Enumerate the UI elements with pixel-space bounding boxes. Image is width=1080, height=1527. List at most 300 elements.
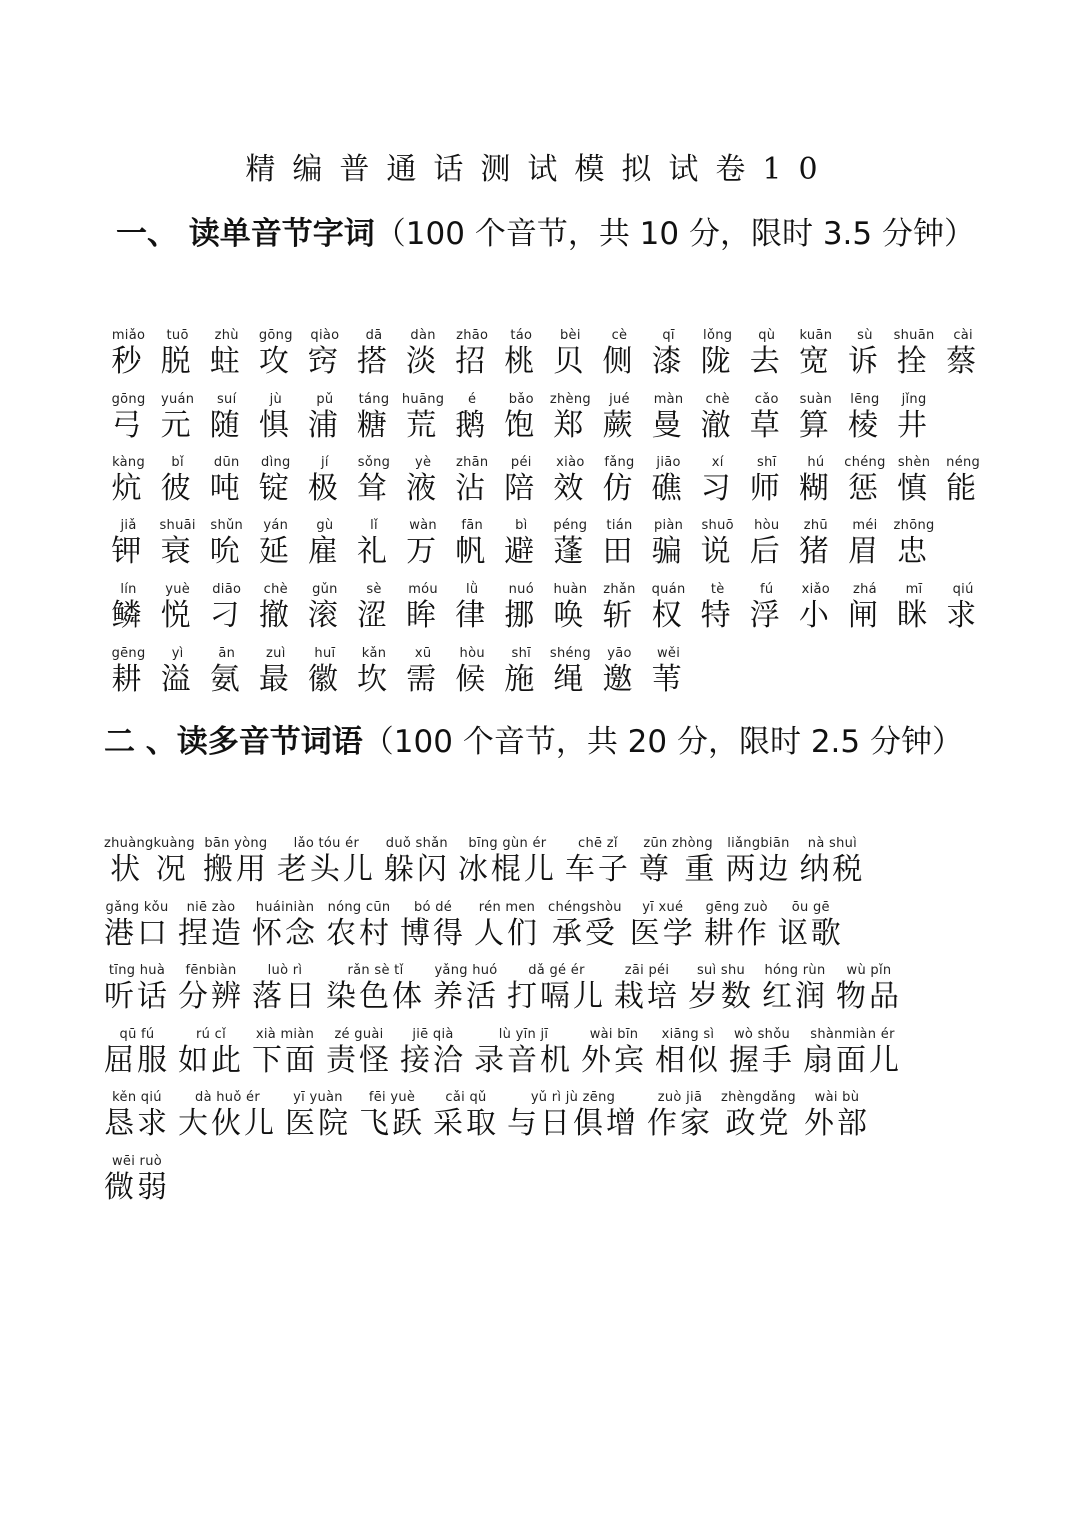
pinyin-label: qiào xyxy=(310,328,340,343)
pinyin-label: sǒng xyxy=(357,455,391,470)
section2-row xyxy=(104,1154,1004,1206)
pinyin-label: gǔn xyxy=(312,582,338,597)
word-item xyxy=(639,836,718,888)
pinyin-label: rǎn sè tǐ xyxy=(347,963,404,978)
syllable-item xyxy=(349,646,398,698)
pinyin-label: jù xyxy=(269,392,283,407)
syllable-item xyxy=(546,518,595,570)
hanzi-text: 沾 xyxy=(455,471,490,506)
hanzi-text: 唤 xyxy=(553,598,588,633)
pinyin-label: cǎo xyxy=(754,392,779,407)
hanzi-text: 元 xyxy=(160,408,195,443)
pinyin-label: wàn xyxy=(409,518,437,533)
syllable-item xyxy=(399,518,448,570)
pinyin-label: nóng cūn xyxy=(327,900,391,915)
pinyin-label: zuì xyxy=(266,646,286,661)
hanzi-text: 绳 xyxy=(553,662,588,697)
word-item xyxy=(252,963,318,1015)
syllable-item xyxy=(644,646,693,698)
hanzi-text: 陪 xyxy=(504,471,539,506)
hanzi-text: 效 xyxy=(553,471,588,506)
hanzi-text: 猪 xyxy=(798,534,833,569)
hanzi-text: 彼 xyxy=(160,471,195,506)
pinyin-label: lǎo tóu ér xyxy=(293,836,360,851)
hanzi-text: 外部 xyxy=(803,1106,870,1141)
syllable-item xyxy=(497,392,546,444)
pinyin-label: tuō xyxy=(166,328,189,343)
pinyin-label: diāo xyxy=(212,582,242,597)
pinyin-label: bèi xyxy=(560,328,581,343)
pinyin-label: luò rì xyxy=(267,963,303,978)
hanzi-text: 耕 xyxy=(111,662,146,697)
syllable-item xyxy=(840,518,889,570)
syllable-item xyxy=(791,455,840,507)
hanzi-text: 弓 xyxy=(111,408,146,443)
hanzi-text: 农村 xyxy=(326,916,392,951)
hanzi-text: 状 况 xyxy=(110,852,189,887)
hanzi-text: 田 xyxy=(602,534,637,569)
hanzi-text: 避 xyxy=(504,534,539,569)
word-item xyxy=(433,1090,499,1142)
syllable-item xyxy=(546,646,595,698)
pinyin-label: chè xyxy=(263,582,288,597)
hanzi-text: 侧 xyxy=(602,344,637,379)
hanzi-text: 邀 xyxy=(602,662,637,697)
pinyin-label: gēng xyxy=(111,646,146,661)
pinyin-label: lǜ xyxy=(465,582,479,597)
page-title: 精编普通话测试模拟试卷10 xyxy=(245,152,835,187)
hanzi-text: 权 xyxy=(651,598,686,633)
pinyin-label: kǎn xyxy=(361,646,387,661)
pinyin-label: suàn xyxy=(799,392,833,407)
pinyin-label: yì xyxy=(171,646,184,661)
pinyin-label: é xyxy=(468,392,477,407)
section2-row xyxy=(104,900,1004,952)
pinyin-label: pǔ xyxy=(316,392,334,407)
syllable-item xyxy=(349,328,398,380)
hanzi-text: 浮 xyxy=(749,598,784,633)
syllable-item xyxy=(939,455,988,507)
pinyin-label: dà huǒ ér xyxy=(195,1090,260,1105)
word-item xyxy=(762,963,828,1015)
hanzi-text: 曼 xyxy=(651,408,686,443)
word-item xyxy=(803,1027,902,1079)
word-item xyxy=(359,1090,425,1142)
pinyin-label: wěi xyxy=(657,646,681,661)
syllable-item xyxy=(153,328,202,380)
pinyin-label: bān yòng xyxy=(204,836,268,851)
hanzi-text: 尊 重 xyxy=(638,852,718,887)
hanzi-text: 后 xyxy=(749,534,784,569)
pinyin-label: sè xyxy=(366,582,382,597)
hanzi-text: 相似 xyxy=(655,1043,721,1078)
syllable-item xyxy=(890,518,939,570)
pinyin-label: dǎ gé ér xyxy=(528,963,585,978)
pinyin-label: suì shu xyxy=(696,963,746,978)
word-item xyxy=(384,836,450,888)
pinyin-label: mī xyxy=(905,582,923,597)
pinyin-label: nà shuì xyxy=(807,836,858,851)
word-item xyxy=(277,836,376,888)
word-item xyxy=(474,900,540,952)
hanzi-text: 仿 xyxy=(602,471,637,506)
pinyin-label: fú xyxy=(760,582,774,597)
hanzi-text: 需 xyxy=(406,662,441,697)
syllable-item xyxy=(890,392,939,444)
hanzi-text: 徽 xyxy=(307,662,342,697)
syllable-item xyxy=(497,455,546,507)
word-item xyxy=(725,836,791,888)
pinyin-label: yè xyxy=(414,455,432,470)
hanzi-text: 礼 xyxy=(357,534,392,569)
syllable-item xyxy=(595,582,644,634)
section2-row xyxy=(104,1027,1004,1079)
hanzi-text: 雇 xyxy=(307,534,342,569)
syllable-item xyxy=(840,582,889,634)
hanzi-text: 忠 xyxy=(897,534,932,569)
syllable-item xyxy=(104,328,153,380)
word-item xyxy=(804,1090,870,1142)
hanzi-text: 惩 xyxy=(847,471,882,506)
hanzi-text: 苇 xyxy=(651,662,686,697)
hanzi-text: 草 xyxy=(749,408,784,443)
syllable-item xyxy=(251,455,300,507)
hanzi-text: 溢 xyxy=(160,662,195,697)
syllable-item xyxy=(202,582,251,634)
hanzi-text: 招 xyxy=(455,344,490,379)
hanzi-text: 耸 xyxy=(357,471,392,506)
syllable-item xyxy=(644,455,693,507)
pinyin-label: shuān xyxy=(893,328,935,343)
section1-row xyxy=(104,582,1004,634)
pinyin-label: móu xyxy=(408,582,438,597)
pinyin-label: gōng xyxy=(258,328,293,343)
hanzi-text: 能 xyxy=(946,471,981,506)
hanzi-text: 滚 xyxy=(307,598,342,633)
pinyin-label: duǒ shǎn xyxy=(385,836,448,851)
pinyin-label: wò shǒu xyxy=(733,1027,791,1042)
pinyin-label: tián xyxy=(606,518,633,533)
word-item xyxy=(655,1027,721,1079)
hanzi-text: 衰 xyxy=(160,534,195,569)
pinyin-label: shuō xyxy=(701,518,734,533)
pinyin-label: zhǎn xyxy=(603,582,636,597)
pinyin-label: péng xyxy=(553,518,588,533)
hanzi-text: 下面 xyxy=(252,1043,318,1078)
syllable-item xyxy=(546,582,595,634)
pinyin-label: péi xyxy=(510,455,532,470)
syllable-item xyxy=(693,328,742,380)
syllable-item xyxy=(693,582,742,634)
pinyin-label: chē zǐ xyxy=(578,836,618,851)
syllable-item xyxy=(939,582,988,634)
syllable-item xyxy=(202,518,251,570)
pinyin-label: fēi yuè xyxy=(368,1090,416,1105)
hanzi-text: 车子 xyxy=(564,852,631,887)
hanzi-text: 红润 xyxy=(762,979,828,1014)
word-item xyxy=(548,900,622,952)
syllable-item xyxy=(595,518,644,570)
hanzi-text: 搬用 xyxy=(202,852,269,887)
pinyin-label: yī yuàn xyxy=(293,1090,343,1105)
section1-row xyxy=(104,518,1004,570)
pinyin-label: kàng xyxy=(112,455,146,470)
word-item xyxy=(104,836,195,888)
syllable-item xyxy=(448,392,497,444)
word-item xyxy=(104,1154,170,1206)
pinyin-label: yǎng huó xyxy=(434,963,498,978)
section2-row xyxy=(104,836,1004,888)
section1-row xyxy=(104,455,1004,507)
pinyin-label: zhù xyxy=(214,328,239,343)
syllable-item xyxy=(448,646,497,698)
pinyin-label: zāi péi xyxy=(624,963,670,978)
word-item xyxy=(400,900,466,952)
hanzi-text: 贝 xyxy=(553,344,588,379)
syllable-item xyxy=(399,328,448,380)
hanzi-text: 说 xyxy=(700,534,735,569)
pinyin-label: ōu gē xyxy=(791,900,830,915)
pinyin-label: bǎo xyxy=(508,392,534,407)
hanzi-text: 人们 xyxy=(474,916,540,951)
pinyin-label: shèn xyxy=(897,455,931,470)
pinyin-label: néng xyxy=(946,455,981,470)
hanzi-text: 物品 xyxy=(836,979,902,1014)
hanzi-text: 耕作 xyxy=(703,916,770,951)
hanzi-text: 飞跃 xyxy=(359,1106,425,1141)
syllable-item xyxy=(742,328,791,380)
syllable-item xyxy=(497,582,546,634)
pinyin-label: zhuàngkuàng xyxy=(104,836,195,851)
hanzi-text: 桃 xyxy=(504,344,539,379)
word-item xyxy=(433,963,499,1015)
pinyin-label: kuān xyxy=(799,328,833,343)
pinyin-label: bīng gùn ér xyxy=(468,836,547,851)
pinyin-label: rú cǐ xyxy=(196,1027,226,1042)
pinyin-label: zé guài xyxy=(334,1027,384,1042)
pinyin-label: xiào xyxy=(556,455,585,470)
pinyin-label: bǐ xyxy=(171,455,184,470)
pinyin-label: cè xyxy=(611,328,628,343)
hanzi-text: 握手 xyxy=(729,1043,795,1078)
syllable-item xyxy=(448,328,497,380)
syllable-item xyxy=(349,582,398,634)
hanzi-text: 吮 xyxy=(209,534,244,569)
hanzi-text: 听话 xyxy=(104,979,170,1014)
syllable-item xyxy=(104,646,153,698)
syllable-item xyxy=(546,455,595,507)
hanzi-text: 微弱 xyxy=(104,1170,170,1205)
pinyin-label: zhá xyxy=(852,582,877,597)
word-item xyxy=(104,963,170,1015)
word-item xyxy=(104,1090,170,1142)
pinyin-label: jí xyxy=(321,455,329,470)
section2-row xyxy=(104,1090,1004,1142)
pinyin-label: qù xyxy=(758,328,776,343)
pinyin-label: shǔn xyxy=(210,518,244,533)
pinyin-label: jǐng xyxy=(901,392,927,407)
pinyin-label: ān xyxy=(218,646,236,661)
pinyin-label: quán xyxy=(651,582,686,597)
hanzi-text: 万 xyxy=(406,534,441,569)
hanzi-text: 炕 xyxy=(111,471,146,506)
syllable-item xyxy=(153,582,202,634)
hanzi-text: 脱 xyxy=(160,344,195,379)
word-item xyxy=(104,1027,170,1079)
word-item xyxy=(474,1027,573,1079)
word-item xyxy=(326,963,425,1015)
syllable-item xyxy=(693,455,742,507)
word-item xyxy=(178,1090,277,1142)
syllable-item xyxy=(742,518,791,570)
hanzi-text: 候 xyxy=(455,662,490,697)
hanzi-text: 蔡 xyxy=(946,344,981,379)
hanzi-text: 特 xyxy=(700,598,735,633)
pinyin-label: chéng xyxy=(844,455,886,470)
pinyin-label: miǎo xyxy=(111,328,146,343)
hanzi-text: 宽 xyxy=(798,344,833,379)
pinyin-label: yuè xyxy=(165,582,191,597)
pinyin-label: piàn xyxy=(653,518,684,533)
pinyin-label: qī xyxy=(662,328,675,343)
hanzi-text: 郑 xyxy=(553,408,588,443)
pinyin-label: gǎng kǒu xyxy=(105,900,169,915)
section-1-heading-note: （100 个音节，共 10 分，限时 3.5 分钟） xyxy=(374,216,975,252)
syllable-item xyxy=(890,455,939,507)
hanzi-text: 医院 xyxy=(285,1106,351,1141)
pinyin-label: bì xyxy=(515,518,528,533)
pinyin-label: jiǎ xyxy=(120,518,137,533)
syllable-item xyxy=(300,646,349,698)
syllable-item xyxy=(349,518,398,570)
hanzi-text: 井 xyxy=(897,408,932,443)
hanzi-text: 荒 xyxy=(406,408,441,443)
pinyin-label: niē zào xyxy=(186,900,236,915)
word-item xyxy=(721,1090,796,1142)
hanzi-text: 帆 xyxy=(455,534,490,569)
pinyin-label: xí xyxy=(711,455,724,470)
pinyin-label: tīng huà xyxy=(108,963,166,978)
pinyin-label: shànmiàn ér xyxy=(810,1027,895,1042)
hanzi-text: 拴 xyxy=(897,344,932,379)
pinyin-label: huāng xyxy=(401,392,445,407)
pinyin-label: táng xyxy=(358,392,390,407)
pinyin-label: dìng xyxy=(261,455,291,470)
pinyin-label: lín xyxy=(120,582,137,597)
hanzi-text: 糖 xyxy=(357,408,392,443)
pinyin-label: gù xyxy=(316,518,334,533)
syllable-item xyxy=(251,582,300,634)
word-item xyxy=(104,900,170,952)
hanzi-text: 极 xyxy=(307,471,342,506)
pinyin-label: xiāng sì xyxy=(661,1027,715,1042)
pinyin-label: bó dé xyxy=(413,900,453,915)
syllable-item xyxy=(153,392,202,444)
hanzi-text: 吨 xyxy=(209,471,244,506)
hanzi-text: 挪 xyxy=(504,598,539,633)
syllable-item xyxy=(104,392,153,444)
hanzi-text: 养活 xyxy=(433,979,499,1014)
hanzi-text: 恳求 xyxy=(104,1106,170,1141)
word-item xyxy=(836,963,902,1015)
word-item xyxy=(458,836,557,888)
syllable-item xyxy=(300,582,349,634)
pinyin-label: zhū xyxy=(803,518,828,533)
syllable-item xyxy=(890,582,939,634)
hanzi-text: 港口 xyxy=(104,916,170,951)
hanzi-text: 接洽 xyxy=(400,1043,466,1078)
syllable-item xyxy=(546,392,595,444)
pinyin-label: suí xyxy=(216,392,237,407)
pinyin-label: zhōng xyxy=(893,518,935,533)
hanzi-text: 眉 xyxy=(847,534,882,569)
section-1-heading-label: 一、 读单音节字词 xyxy=(116,216,375,252)
pinyin-label: cǎi qǔ xyxy=(445,1090,487,1105)
hanzi-text: 分辨 xyxy=(178,979,244,1014)
syllable-item xyxy=(300,518,349,570)
hanzi-text: 落日 xyxy=(252,979,318,1014)
section1-row xyxy=(104,646,1004,698)
hanzi-text: 两边 xyxy=(725,852,792,887)
pinyin-label: liǎngbiān xyxy=(727,836,790,851)
word-item xyxy=(178,1027,244,1079)
syllable-item xyxy=(104,518,153,570)
hanzi-text: 最 xyxy=(258,662,293,697)
pinyin-label: jiē qià xyxy=(412,1027,454,1042)
hanzi-text: 蛀 xyxy=(209,344,244,379)
pinyin-label: yán xyxy=(263,518,289,533)
hanzi-text: 录音机 xyxy=(474,1043,573,1078)
hanzi-text: 搭 xyxy=(357,344,392,379)
syllable-item xyxy=(399,392,448,444)
hanzi-text: 锭 xyxy=(258,471,293,506)
pinyin-label: wài bīn xyxy=(589,1027,639,1042)
hanzi-text: 屈服 xyxy=(104,1043,170,1078)
hanzi-text: 老头儿 xyxy=(276,852,376,887)
syllable-item xyxy=(595,328,644,380)
pinyin-label: chéngshòu xyxy=(548,900,622,915)
syllable-item xyxy=(791,518,840,570)
hanzi-text: 坎 xyxy=(357,662,392,697)
pinyin-label: méi xyxy=(852,518,878,533)
pinyin-label: qū fú xyxy=(119,1027,155,1042)
pinyin-label: fān xyxy=(461,518,484,533)
pinyin-label: huáiniàn xyxy=(255,900,315,915)
word-item xyxy=(647,1090,713,1142)
syllable-item xyxy=(546,328,595,380)
pinyin-label: zhān xyxy=(455,455,489,470)
syllable-item xyxy=(448,518,497,570)
hanzi-text: 栽培 xyxy=(614,979,680,1014)
syllable-item xyxy=(693,518,742,570)
hanzi-text: 律 xyxy=(455,598,490,633)
hanzi-text: 与日俱增 xyxy=(507,1106,639,1141)
pinyin-label: hòu xyxy=(754,518,780,533)
pinyin-label: lù yīn jī xyxy=(498,1027,549,1042)
hanzi-text: 大伙儿 xyxy=(178,1106,277,1141)
hanzi-text: 慎 xyxy=(897,471,932,506)
hanzi-text: 如此 xyxy=(178,1043,244,1078)
hanzi-text: 骗 xyxy=(651,534,686,569)
syllable-item xyxy=(742,392,791,444)
section-2-heading-note: （100 个音节，共 20 分，限时 2.5 分钟） xyxy=(362,724,963,760)
syllable-item xyxy=(791,392,840,444)
hanzi-text: 去 xyxy=(749,344,784,379)
hanzi-text: 岁数 xyxy=(688,979,754,1014)
hanzi-text: 博得 xyxy=(400,916,466,951)
section-1-heading xyxy=(116,212,1056,256)
hanzi-text: 师 xyxy=(749,471,784,506)
